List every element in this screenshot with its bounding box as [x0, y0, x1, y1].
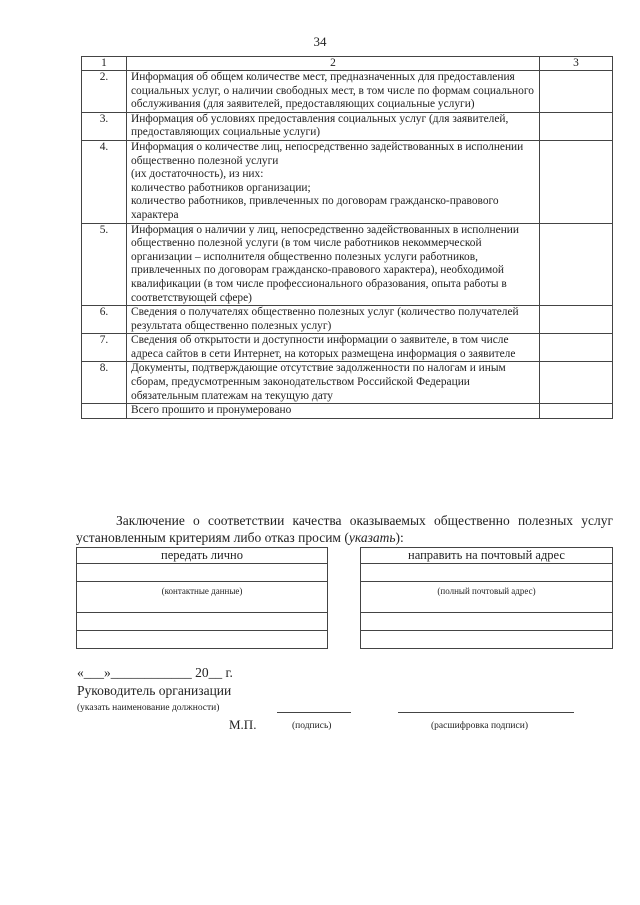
option-hand-delivery — [76, 547, 328, 649]
conclusion-text-end: ): — [395, 530, 404, 545]
row-text: Сведения о получателях общественно полезных услуг (количество получателей результата общественно полезных услуг) — [127, 306, 540, 334]
contact-input-line[interactable] — [77, 564, 328, 582]
conclusion-paragraph — [76, 512, 613, 546]
option-hand-title[interactable]: передать лично — [77, 548, 328, 564]
row-value-cell — [540, 223, 613, 306]
table-row-total — [82, 404, 613, 419]
page-number: 34 — [313, 34, 327, 49]
table-row — [82, 362, 613, 404]
date-line: «___»____________ 20__ г. — [77, 665, 233, 680]
table-row — [82, 334, 613, 362]
contact-input-line[interactable] — [77, 613, 328, 631]
header-col-2: 2 — [127, 57, 540, 71]
row-number: 4. — [82, 140, 127, 223]
row-value-cell — [540, 140, 613, 223]
row-text: Информация об условиях предоставления социальных услуг (для заявителей, предоставляющих социальные услуги) — [127, 112, 540, 140]
option-postal-delivery — [360, 547, 613, 649]
row-text — [127, 140, 540, 223]
contact-caption: (контактные данные) — [77, 582, 328, 613]
row-text-line: Информация о количестве лиц, непосредственно задействованных в исполнении общественно полезной услуги — [131, 140, 524, 167]
signature-decode-line — [398, 712, 574, 713]
row-text: Сведения об открытости и доступности информации о заявителе, в том числе адреса сайтов в сети Интернет, на которых размещена информация о заявителе — [127, 334, 540, 362]
header-col-1: 1 — [82, 57, 127, 71]
documents-table — [81, 56, 613, 419]
address-input-line[interactable] — [361, 631, 613, 649]
address-caption: (полный почтовый адрес) — [361, 582, 613, 613]
row-value-cell — [540, 306, 613, 334]
table-row — [82, 306, 613, 334]
row-number — [82, 404, 127, 419]
row-text: Информация о наличии у лиц, непосредственно задействованных в исполнении общественно полезной услуги (в том числе работников некоммерческой организации – исполнителя общественно полезных услуги работников, привлеченных по договорам гражданско-правового характера), необходимой квалификации (в том числе профессионального образования, опыта работы в соответствующей сфере) — [127, 223, 540, 306]
address-input-line[interactable] — [361, 613, 613, 631]
row-number: 5. — [82, 223, 127, 306]
row-value-cell — [540, 334, 613, 362]
position-caption: (указать наименование должности) — [77, 703, 220, 713]
row-value-cell — [540, 362, 613, 404]
row-value-cell — [540, 404, 613, 419]
table-row — [82, 112, 613, 140]
signature-caption: (подпись) — [292, 721, 332, 731]
table-row — [82, 140, 613, 223]
stamp-label: М.П. — [229, 717, 257, 732]
row-number: 8. — [82, 362, 127, 404]
contact-input-line[interactable] — [77, 631, 328, 649]
table-row — [82, 71, 613, 113]
option-postal-title[interactable]: направить на почтовый адрес — [361, 548, 613, 564]
row-value-cell — [540, 71, 613, 113]
conclusion-italic: указать — [348, 530, 396, 545]
row-text-line: (их достаточность), из них: — [131, 168, 264, 181]
conclusion-text: Заключение о соответствии качества оказываемых общественно полезных услуг установленным критериям либо отказ просим ( — [76, 513, 613, 545]
row-value-cell — [540, 112, 613, 140]
signature-decode-caption: (расшифровка подписи) — [431, 721, 528, 731]
head-of-organization-label: Руководитель организации — [77, 683, 232, 698]
header-col-3: 3 — [540, 57, 613, 71]
row-text-line: количество работников организации; — [131, 181, 311, 194]
row-number: 7. — [82, 334, 127, 362]
row-text: Информация об общем количестве мест, предназначенных для предоставления социальных услуг, о наличии свободных мест, в том числе по формам социального обслуживания (для заявителей, предоставляющих социальные услуги) — [127, 71, 540, 113]
row-number: 2. — [82, 71, 127, 113]
table-header-row — [82, 57, 613, 71]
row-text-line: количество работников, привлеченных по договорам гражданско-правового характера — [131, 195, 499, 221]
table-row — [82, 223, 613, 306]
signature-line — [277, 712, 351, 713]
row-number: 6. — [82, 306, 127, 334]
row-text: Всего прошито и пронумеровано — [127, 404, 540, 419]
row-text: Документы, подтверждающие отсутствие задолженности по налогам и иным сборам, предусмотренным законодательством Российской Федерации обязательным платежам на текущую дату — [127, 362, 540, 404]
address-input-line[interactable] — [361, 564, 613, 582]
row-number: 3. — [82, 112, 127, 140]
